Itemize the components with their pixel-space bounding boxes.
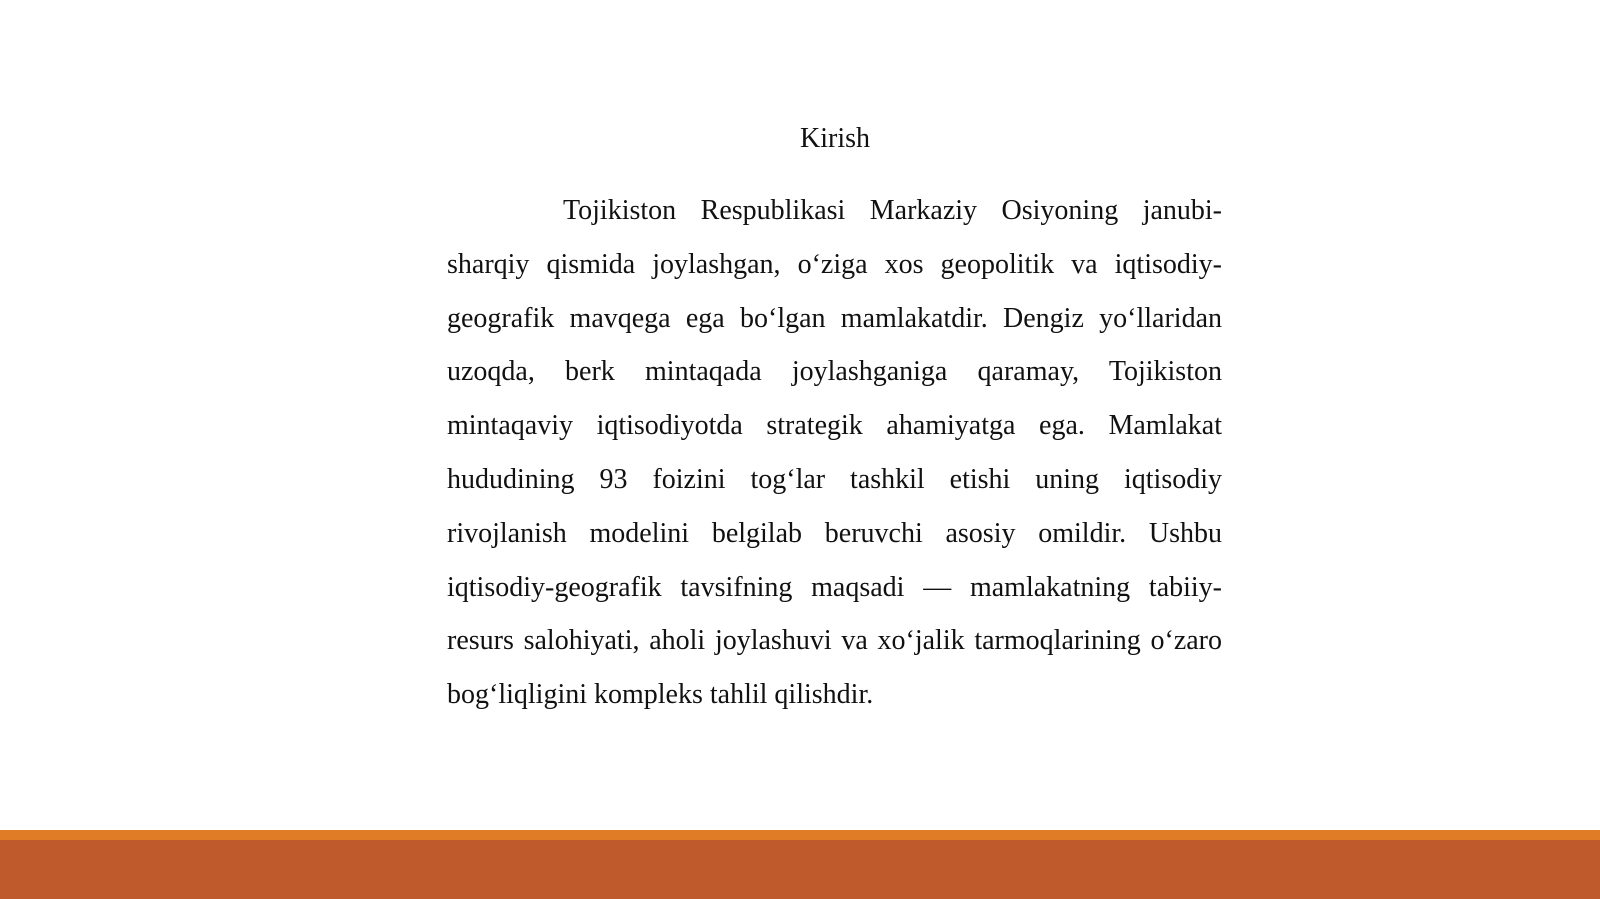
slide-body-paragraph: Tojikiston Respublikasi Markaziy Osiyoning janubi-sharqiy qismida joylashgan, o‘ziga xos geopolitik va iqtisodiy-geografik mavqega ega bo‘lgan mamlakatdir. Dengiz yo‘llaridan uzoqda, berk mintaqada joylashganiga qaramay, Tojikiston mintaqaviy iqtisodiyotda strategik ahamiyatga ega. Mamlakat hududining 93 foizini tog‘lar tashkil etishi uning iqtisodiy rivojlanish modelini belgilab beruvchi asosiy omildir. Ushbu iqtisodiy-geografik tavsifning maqsadi — mamlakatning tabiiy-resurs salohiyati, aholi joylashuvi va xo‘jalik tarmoqlarining o‘zaro bog‘liqligini kompleks tahlil qilishdir. bbox=[447, 195, 1222, 711]
footer-bar bbox=[0, 840, 1600, 899]
slide-title: Kirish bbox=[800, 123, 870, 154]
footer-accent-bar bbox=[0, 830, 1600, 840]
